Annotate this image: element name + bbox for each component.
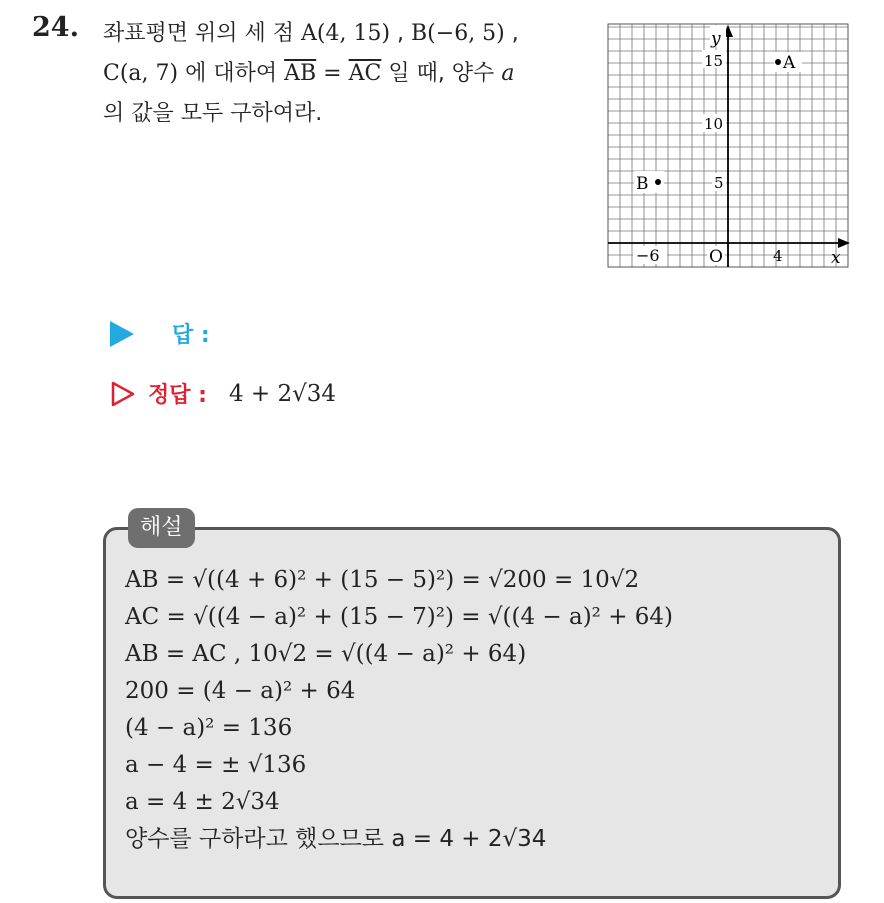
question-line-1 xyxy=(103,14,593,54)
correct-answer-value: 4 + 2√34 xyxy=(228,380,337,407)
x-axis-label: x xyxy=(831,248,841,268)
correct-answer-row xyxy=(110,378,336,409)
correct-answer-label: 정답 : xyxy=(148,383,207,408)
play-icon xyxy=(110,321,134,347)
point-b-text: B(−6, 5) xyxy=(411,21,505,46)
x-tick-4: 4 xyxy=(773,247,783,265)
solution-line-7: a = 4 ± 2√34 xyxy=(125,789,280,815)
point-c-text: C(a, 7) xyxy=(103,61,179,86)
solution-line-5: (4 − a)² = 136 xyxy=(125,715,293,741)
solution-line-3: AB = AC , 10√2 = √((4 − a)² + 64) xyxy=(125,641,527,667)
answer-row xyxy=(110,318,210,349)
question-part-2: 에 대하여 xyxy=(178,61,285,86)
coordinate-graph xyxy=(606,22,850,270)
segment-ab: $\overline{AB}$ xyxy=(284,61,317,86)
point-a-label: A xyxy=(783,53,796,73)
answer-label: 답 : xyxy=(172,323,210,348)
point-a-dot xyxy=(775,59,781,65)
question-part-3: 일 때, 양수 xyxy=(381,61,502,86)
outline-triangle-icon xyxy=(110,381,136,407)
question-sep-2: , xyxy=(504,21,519,46)
equals-sign: = xyxy=(316,61,349,86)
y-tick-5: 5 xyxy=(714,174,724,192)
question-number: 24. xyxy=(32,12,79,43)
segment-ac: $\overline{AC}$ xyxy=(348,61,382,86)
question-sep-1: , xyxy=(390,21,412,46)
solution-content xyxy=(125,562,673,858)
origin-label: O xyxy=(709,247,723,267)
point-b-label: B xyxy=(636,174,649,194)
point-b-dot xyxy=(655,179,661,185)
x-tick-neg6: −6 xyxy=(636,246,660,265)
question-line-3 xyxy=(103,94,593,134)
solution-line-2: AC = √((4 − a)² + (15 − 7)²) = √((4 − a)² + 64) xyxy=(125,604,674,630)
question-part-1: 좌표평면 위의 세 점 xyxy=(103,21,301,46)
y-tick-15: 15 xyxy=(704,52,724,70)
solution-line-4: 200 = (4 − a)² + 64 xyxy=(125,678,356,704)
question-text xyxy=(103,14,593,134)
point-a-text: A(4, 15) xyxy=(301,21,391,46)
solution-line-8: 양수를 구하라고 했으므로 a = 4 + 2√34 xyxy=(125,826,547,852)
y-tick-10: 10 xyxy=(704,115,724,133)
question-line-2 xyxy=(103,54,593,94)
variable-a: a xyxy=(501,61,515,86)
question-part-4: 의 값을 모두 구하여라. xyxy=(103,101,323,126)
solution-line-1: AB = √((4 + 6)² + (15 − 5)²) = √200 = 10√2 xyxy=(125,567,640,593)
solution-tag: 해설 xyxy=(128,508,195,548)
y-axis-label: y xyxy=(711,29,721,49)
solution-line-6: a − 4 = ± √136 xyxy=(125,752,307,778)
